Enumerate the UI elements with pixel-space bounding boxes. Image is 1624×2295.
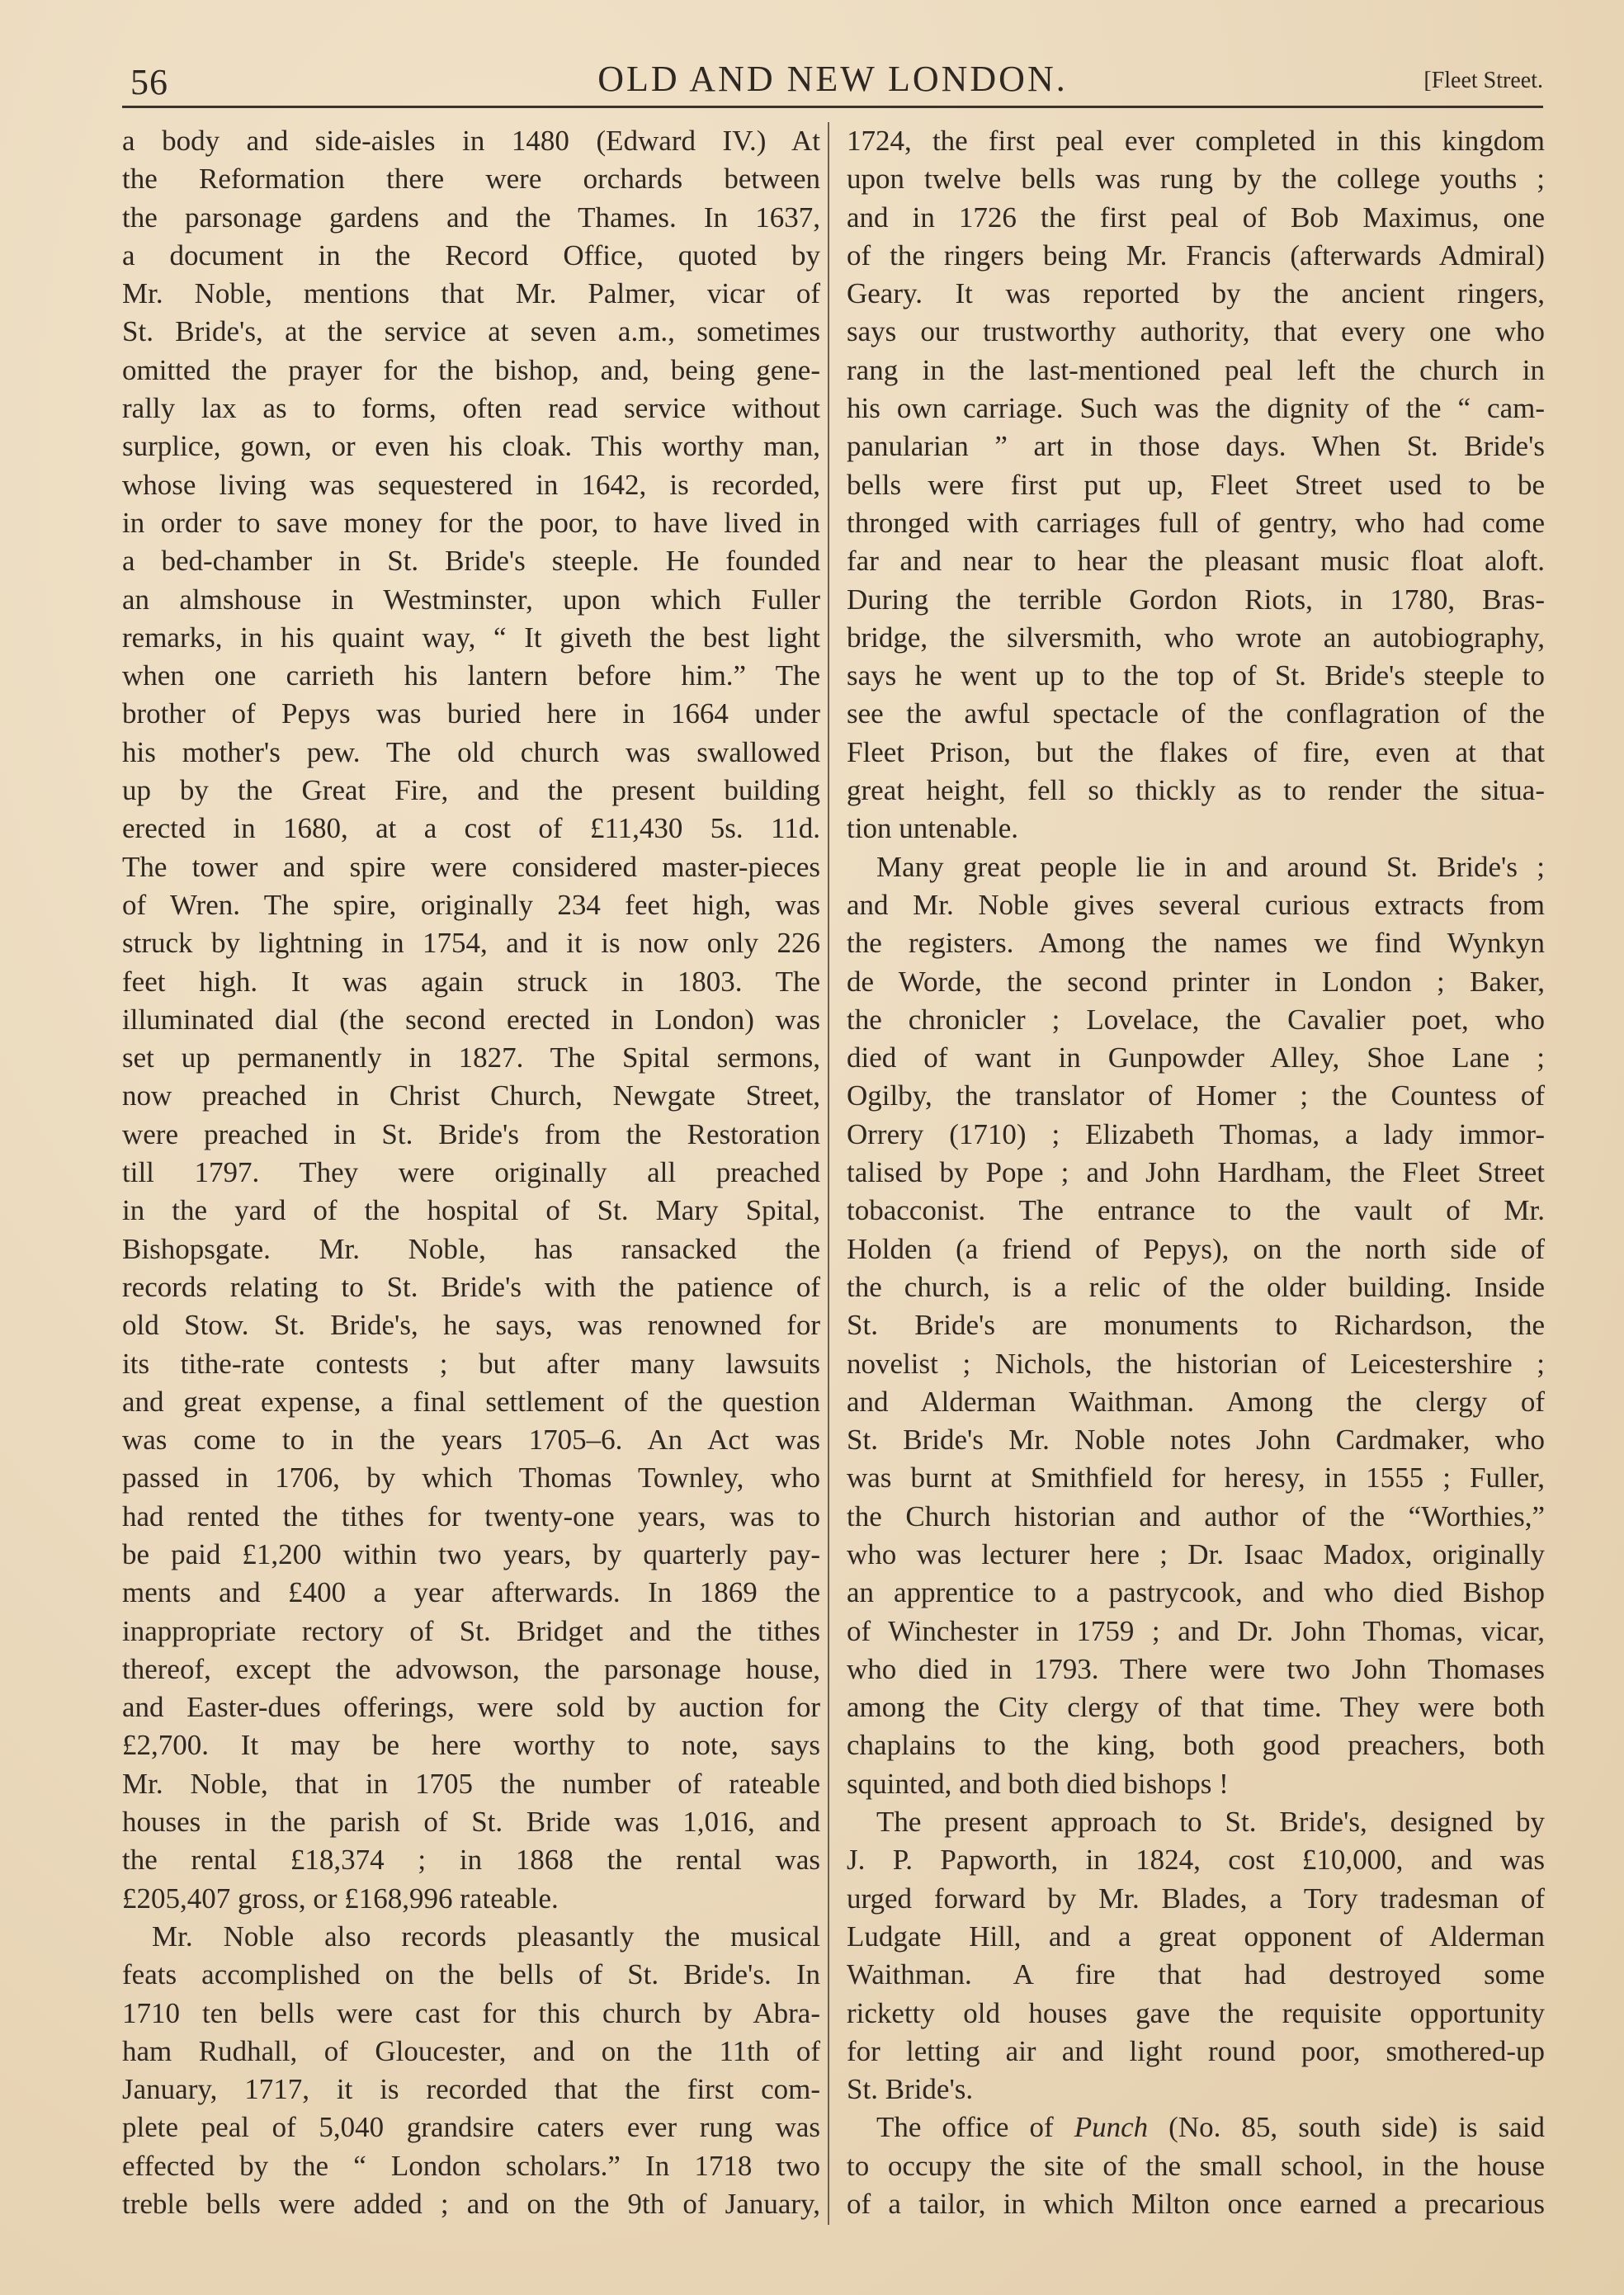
text-line: and Alderman Waithman. Among the clergy of	[847, 1385, 1545, 1418]
text-line: surplice, gown, or even his cloak. This worthy man,	[122, 430, 820, 463]
running-title: OLD AND NEW LONDON.	[597, 59, 1068, 99]
text-line: says our trustworthy authority, that every one who	[847, 315, 1545, 348]
text-line: its tithe-rate contests ; but after many lawsuits	[122, 1347, 820, 1380]
text-line: £2,700. It may be here worthy to note, says	[122, 1729, 820, 1762]
column-divider	[828, 122, 829, 2225]
text-line: was come to in the years 1705–6. An Act was	[122, 1424, 820, 1457]
text-line: says he went up to the top of St. Bride's steeple to	[847, 659, 1545, 692]
text-line: bells were first put up, Fleet Street used to be	[847, 468, 1545, 501]
text-line: records relating to St. Bride's with the patience of	[122, 1270, 820, 1303]
text-line: houses in the parish of St. Bride was 1,016, and	[122, 1806, 820, 1839]
text-line: St. Bride's are monuments to Richardson, the	[847, 1309, 1545, 1342]
text-line: Ogilby, the translator of Homer ; the Countess of	[847, 1079, 1545, 1112]
text-line: and Mr. Noble gives several curious extracts from	[847, 888, 1545, 921]
page-header	[122, 50, 1543, 107]
text-line: urged forward by Mr. Blades, a Tory tradesman of	[847, 1882, 1545, 1915]
text-line: Ludgate Hill, and a great opponent of Alderman	[847, 1920, 1545, 1953]
text-line: for letting air and light round poor, smothered-up	[847, 2034, 1545, 2067]
text-line: effected by the “ London scholars.” In 1718 two	[122, 2149, 820, 2182]
text-line: set up permanently in 1827. The Spital sermons,	[122, 1041, 820, 1074]
text-line: the registers. Among the names we find Wynkyn	[847, 927, 1545, 960]
text-line: £205,407 gross, or £168,996 rateable.	[122, 1882, 559, 1915]
text-line: the Reformation there were orchards between	[122, 163, 820, 196]
text-fragment: (No. 85, south side) is said	[1148, 2111, 1545, 2144]
text-line: Mr. Noble, mentions that Mr. Palmer, vicar of	[122, 277, 820, 310]
text-line: his own carriage. Such was the dignity of the “ cam-	[847, 392, 1545, 425]
text-line: bridge, the silversmith, who wrote an autobiography,	[847, 621, 1545, 654]
text-line: a document in the Record Office, quoted by	[122, 238, 820, 272]
text-line: who was lecturer here ; Dr. Isaac Madox, originally	[847, 1537, 1545, 1570]
text-line: up by the Great Fire, and the present building	[122, 774, 820, 807]
text-line: an almshouse in Westminster, upon which Fuller	[122, 583, 820, 616]
text-line: 1710 ten bells were cast for this church by Abra-	[122, 1996, 820, 2029]
text-line: During the terrible Gordon Riots, in 1780, Bras-	[847, 583, 1545, 616]
text-line: Geary. It was reported by the ancient ringers,	[847, 277, 1545, 310]
text-line: rally lax as to forms, often read service without	[122, 392, 820, 425]
text-line: illuminated dial (the second erected in London) was	[122, 1003, 820, 1036]
text-line: of the ringers being Mr. Francis (afterwards Admiral)	[847, 238, 1545, 272]
text-line: of Wren. The spire, originally 234 feet high, was	[122, 888, 820, 921]
text-line: feet high. It was again struck in 1803. The	[122, 965, 820, 998]
text-line: thronged with carriages full of gentry, who had come	[847, 506, 1545, 539]
text-line: the Church historian and author of the “Worthies,”	[847, 1499, 1545, 1532]
text-line: old Stow. St. Bride's, he says, was renowned for	[122, 1309, 820, 1342]
text-line: when one carrieth his lantern before him.” The	[122, 659, 820, 692]
text-line: tobacconist. The entrance to the vault of Mr.	[847, 1194, 1545, 1227]
text-line: plete peal of 5,040 grandsire caters ever rung was	[122, 2111, 820, 2144]
text-line: St. Bride's.	[847, 2073, 974, 2106]
text-line: passed in 1706, by which Thomas Townley, who	[122, 1462, 820, 1495]
text-line: panularian ” art in those days. When St. Bride's	[847, 430, 1545, 463]
text-line: Mr. Noble also records pleasantly the musical	[152, 1920, 820, 1953]
text-line: treble bells were added ; and on the 9th of January,	[122, 2188, 820, 2221]
text-line: omitted the prayer for the bishop, and, being gene-	[122, 353, 820, 386]
text-line: Mr. Noble, that in 1705 the number of rateable	[122, 1767, 820, 1800]
text-line: squinted, and both died bishops !	[847, 1767, 1229, 1800]
text-line: an apprentice to a pastrycook, and who died Bishop	[847, 1576, 1545, 1609]
text-line: Fleet Prison, but the flakes of fire, even at that	[847, 735, 1545, 768]
header-rule	[122, 106, 1543, 108]
text-line: St. Bride's, at the service at seven a.m., sometimes	[122, 315, 820, 348]
text-line: was burnt at Smithfield for heresy, in 1555 ; Fuller,	[847, 1462, 1545, 1495]
text-line: ments and £400 a year afterwards. In 1869 the	[122, 1576, 820, 1609]
text-line: of Winchester in 1759 ; and Dr. John Thomas, vicar,	[847, 1614, 1545, 1647]
left-column	[122, 122, 820, 2223]
text-line: be paid £1,200 within two years, by quarterly pay-	[122, 1537, 820, 1570]
text-line: had rented the tithes for twenty-one years, was to	[122, 1499, 820, 1532]
text-line: The tower and spire were considered master-pieces	[122, 850, 820, 883]
text-line: brother of Pepys was buried here in 1664 under	[122, 697, 820, 730]
text-line: remarks, in his quaint way, “ It giveth the best light	[122, 621, 820, 654]
page-number: 56	[130, 62, 168, 102]
text-line: were preached in St. Bride's from the Restoration	[122, 1117, 820, 1150]
text-line: Waithman. A fire that had destroyed some	[847, 1958, 1545, 1991]
text-line: St. Bride's Mr. Noble notes John Cardmaker, who	[847, 1424, 1545, 1457]
text-line: 1724, the first peal ever completed in this kingdom	[847, 125, 1545, 157]
text-line: ham Rudhall, of Gloucester, and on the 11th of	[122, 2034, 820, 2067]
text-line: the chronicler ; Lovelace, the Cavalier poet, who	[847, 1003, 1545, 1036]
text-line: till 1797. They were originally all preached	[122, 1156, 820, 1189]
text-line: great height, fell so thickly as to render the situa-	[847, 774, 1545, 807]
text-line: Bishopsgate. Mr. Noble, has ransacked the	[122, 1232, 820, 1265]
text-fragment: The office of	[876, 2111, 1074, 2144]
text-line: Many great people lie in and around St. Bride's ;	[876, 850, 1545, 883]
text-line: feats accomplished on the bells of St. Bride's. In	[122, 1958, 820, 1991]
text-line: a body and side-aisles in 1480 (Edward IV.) At	[122, 125, 820, 157]
text-line: de Worde, the second printer in London ; Baker,	[847, 965, 1545, 998]
right-column	[847, 122, 1545, 2223]
text-line: upon twelve bells was rung by the college youths ;	[847, 163, 1545, 196]
text-line: and Easter-dues offerings, were sold by auction for	[122, 1691, 820, 1724]
text-line: see the awful spectacle of the conflagration of the	[847, 697, 1545, 730]
text-line: J. P. Papworth, in 1824, cost £10,000, and was	[847, 1844, 1545, 1877]
italic-title: Punch	[1074, 2111, 1149, 2144]
text-line: of a tailor, in which Milton once earned a precarious	[847, 2188, 1545, 2221]
text-line: January, 1717, it is recorded that the first com-	[122, 2073, 820, 2106]
text-line: ricketty old houses gave the requisite opportunity	[847, 1996, 1545, 2029]
text-line: among the City clergy of that time. They were both	[847, 1691, 1545, 1724]
text-line: chaplains to the king, both good preachers, both	[847, 1729, 1545, 1762]
text-line: tion untenable.	[847, 812, 1019, 845]
text-line: now preached in Christ Church, Newgate Street,	[122, 1079, 820, 1112]
text-line: struck by lightning in 1754, and it is now only 226	[122, 927, 820, 960]
text-line: Orrery (1710) ; Elizabeth Thomas, a lady immor-	[847, 1117, 1545, 1150]
text-line: The present approach to St. Bride's, designed by	[876, 1806, 1545, 1839]
text-line: thereof, except the advowson, the parsonage house,	[122, 1652, 820, 1685]
text-line: far and near to hear the pleasant music float aloft.	[847, 545, 1545, 578]
text-line: the parsonage gardens and the Thames. In 1637,	[122, 201, 820, 234]
text-line: his mother's pew. The old church was swallowed	[122, 735, 820, 768]
text-line: the rental £18,374 ; in 1868 the rental was	[122, 1844, 820, 1877]
text-line: the church, is a relic of the older building. Inside	[847, 1270, 1545, 1303]
text-line: inappropriate rectory of St. Bridget and the tithes	[122, 1614, 820, 1647]
text-line: Holden (a friend of Pepys), on the north side of	[847, 1232, 1545, 1265]
text-line: novelist ; Nichols, the historian of Leicestershire ;	[847, 1347, 1545, 1380]
text-line: died of want in Gunpowder Alley, Shoe Lane ;	[847, 1041, 1545, 1074]
text-line: whose living was sequestered in 1642, is recorded,	[122, 468, 820, 501]
text-line: and great expense, a final settlement of the question	[122, 1385, 820, 1418]
text-line: in order to save money for the poor, to have lived in	[122, 506, 820, 539]
text-line: talised by Pope ; and John Hardham, the Fleet Street	[847, 1156, 1545, 1189]
text-line: erected in 1680, at a cost of £11,430 5s. 11d.	[122, 812, 820, 845]
text-line: to occupy the site of the small school, in the house	[847, 2149, 1545, 2182]
text-line: in the yard of the hospital of St. Mary Spital,	[122, 1194, 820, 1227]
text-line: and in 1726 the first peal of Bob Maximus, one	[847, 201, 1545, 234]
text-line	[847, 2108, 1545, 2146]
text-line: who died in 1793. There were two John Thomases	[847, 1652, 1545, 1685]
text-line: a bed-chamber in St. Bride's steeple. He founded	[122, 545, 820, 578]
text-line: rang in the last-mentioned peal left the church in	[847, 353, 1545, 386]
section-label: [Fleet Street.	[1423, 68, 1543, 93]
